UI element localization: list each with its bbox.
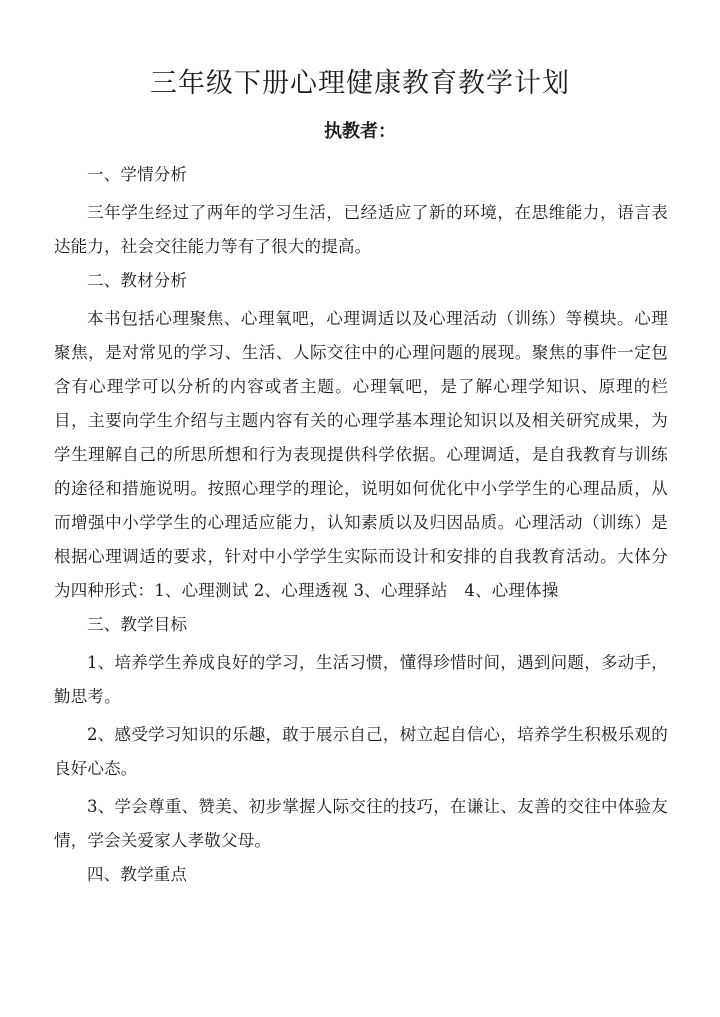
paragraph: 本书包括心理聚焦、心理氧吧，心理调适以及心理活动（训练）等模块。心理聚焦，是对常见的学习、生活、人际交往中的心理问题的展现。聚焦的事件一定包含有心理学可以分析的内容或者主题。心理氧吧，是了解心理学知识、原理的栏目，主要向学生介绍与主题内容有关的心理学基本理论知识以及相关研究成果，为学生理解自己的所思所想和行为表现提供科学依据。心理调适，是自我教育与训练的途径和措施说明。按照心理学的理论，说明如何优化中小学学生的心理品质，从而增强中小学学生的心理适应能力，认知素质以及归因品质。心理活动（训练）是根据心理调适的要求，针对中小学学生实际而设计和安排的自我教育活动。大体分为四种形式：1、心理测试 2、心理透视 3、心理驿站 4、心理体操: [54, 309, 668, 600]
author-label: 执教者：: [324, 121, 396, 142]
section-heading: 二、教材分析: [87, 271, 188, 290]
document-title: 三年级下册心理健康教育教学计划: [150, 68, 570, 99]
paragraph: 1、培养学生养成良好的学习，生活习惯，懂得珍惜时间，遇到问题，多动手，勤思考。: [54, 653, 668, 706]
section-heading: 四、教学重点: [87, 865, 188, 884]
section-heading: 一、学情分析: [87, 165, 188, 184]
document-body: [54, 158, 668, 892]
section-heading: 三、教学目标: [87, 615, 188, 634]
paragraph: 三年学生经过了两年的学习生活，已经适应了新的环境，在思维能力，语言表达能力，社会交往能力等有了很大的提高。: [54, 203, 668, 256]
paragraph: 2、感受学习知识的乐趣，敢于展示自己，树立起自信心，培养学生积极乐观的良好心态。: [54, 725, 668, 778]
paragraph: 3、学会尊重、赞美、初步掌握人际交往的技巧，在谦让、友善的交往中体验友情，学会关爱家人孝敬父母。: [54, 797, 668, 850]
